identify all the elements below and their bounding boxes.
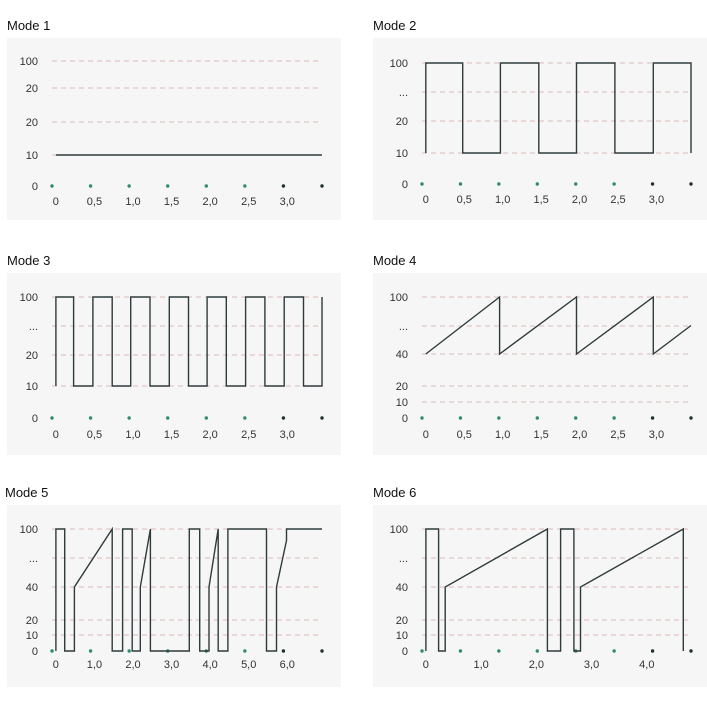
baseline-dot [89, 184, 92, 187]
x-tick-label: 0,5 [456, 429, 472, 441]
baseline-dot [243, 416, 246, 419]
y-tick-label: ... [398, 321, 408, 333]
baseline-dot [536, 649, 539, 652]
baseline-dot [243, 184, 246, 187]
x-tick-label: 0 [52, 196, 59, 208]
y-tick-label: 20 [25, 117, 38, 129]
baseline-dot [574, 182, 577, 185]
x-tick-label: 2,5 [610, 194, 626, 206]
y-tick-label: 100 [389, 292, 408, 304]
baseline-dot [497, 416, 500, 419]
baseline-dot [205, 184, 208, 187]
plot-background [7, 273, 341, 455]
chart-panel-mode-6 [373, 485, 707, 687]
panel-title: Mode 4 [373, 253, 417, 268]
y-tick-label: 20 [25, 83, 38, 95]
baseline-dot [651, 416, 654, 419]
baseline-dot [205, 416, 208, 419]
y-tick-label: 0 [31, 413, 38, 425]
y-tick-label: 0 [401, 413, 408, 425]
baseline-dot [459, 649, 462, 652]
baseline-dot [127, 184, 130, 187]
baseline-dot [282, 184, 285, 187]
x-tick-label: 2,0 [571, 429, 588, 441]
x-tick-label: 1,5 [533, 429, 549, 441]
x-tick-label: 4,0 [639, 659, 655, 671]
baseline-dot [89, 416, 92, 419]
panel-title: Mode 2 [373, 18, 417, 33]
y-tick-label: 40 [395, 582, 408, 594]
x-tick-label: 1,0 [473, 659, 489, 671]
panel-title: Mode 1 [7, 18, 51, 33]
x-tick-label: 3,0 [279, 196, 295, 208]
baseline-dot [689, 649, 692, 652]
baseline-dot [497, 182, 500, 185]
x-tick-label: 2,0 [202, 196, 218, 208]
baseline-dot [89, 649, 92, 652]
baseline-dot [536, 182, 539, 185]
y-tick-label: 0 [401, 646, 408, 658]
x-tick-label: 2,5 [241, 196, 257, 208]
baseline-dot [127, 649, 130, 652]
x-tick-label: 6,0 [279, 659, 295, 671]
x-tick-label: 0,5 [86, 429, 103, 441]
x-tick-label: 2,5 [610, 429, 626, 441]
x-tick-label: 1,5 [533, 194, 549, 206]
chart-panel-mode-5 [5, 485, 341, 687]
y-tick-label: 10 [395, 630, 408, 642]
x-tick-label: 0 [422, 429, 429, 441]
x-tick-label: 2,0 [202, 429, 218, 441]
x-tick-label: 2,0 [125, 659, 141, 671]
x-tick-label: 1,0 [125, 429, 141, 441]
x-tick-label: 1,0 [125, 196, 141, 208]
y-tick-label: 40 [25, 582, 38, 594]
baseline-dot [243, 649, 246, 652]
baseline-dot [689, 416, 692, 419]
y-tick-label: ... [28, 553, 38, 565]
y-tick-label: 100 [19, 524, 38, 536]
x-tick-label: 3,0 [279, 429, 295, 441]
y-tick-label: 20 [395, 116, 408, 128]
baseline-dot [127, 416, 130, 419]
y-tick-label: 40 [395, 349, 408, 361]
y-tick-label: ... [398, 553, 408, 565]
baseline-dot [459, 416, 462, 419]
y-tick-label: 20 [395, 381, 408, 393]
x-tick-label: 1,5 [163, 196, 180, 208]
chart-panel-mode-4 [373, 253, 707, 455]
y-tick-label: 10 [25, 381, 38, 393]
plot-background [7, 38, 341, 220]
baseline-dot [459, 182, 462, 185]
y-tick-label: 10 [25, 150, 38, 162]
baseline-dot [689, 182, 692, 185]
x-tick-label: 4,0 [202, 659, 218, 671]
baseline-dot [420, 416, 423, 419]
baseline-dot [612, 416, 615, 419]
y-tick-label: 20 [25, 615, 38, 627]
x-tick-label: 1,0 [86, 659, 103, 671]
x-tick-label: 3,0 [163, 659, 180, 671]
y-tick-label: 100 [19, 56, 38, 68]
plot-background [373, 38, 707, 220]
baseline-dot [282, 416, 285, 419]
baseline-dot [50, 184, 53, 187]
x-tick-label: 0 [422, 194, 429, 206]
baseline-dot [612, 182, 615, 185]
baseline-dot [536, 416, 539, 419]
y-tick-label: 100 [389, 524, 408, 536]
y-tick-label: 100 [389, 58, 408, 70]
chart-panel-mode-3 [7, 253, 341, 455]
y-tick-label: ... [28, 321, 38, 333]
baseline-dot [497, 649, 500, 652]
baseline-dot [320, 184, 323, 187]
x-tick-label: 2,5 [241, 429, 257, 441]
baseline-dot [320, 649, 323, 652]
baseline-dot [420, 649, 423, 652]
x-tick-label: 1,0 [495, 429, 511, 441]
baseline-dot [282, 649, 285, 652]
x-tick-label: 1,0 [495, 194, 511, 206]
y-tick-label: 10 [395, 148, 408, 160]
panel-title: Mode 5 [5, 485, 49, 500]
x-tick-label: 3,0 [648, 194, 665, 206]
y-tick-label: 20 [395, 615, 408, 627]
y-tick-label: 10 [25, 630, 38, 642]
baseline-dot [574, 416, 577, 419]
x-tick-label: 0 [422, 659, 429, 671]
x-tick-label: 3,0 [583, 659, 600, 671]
y-tick-label: 0 [31, 181, 38, 193]
plot-background [373, 273, 707, 455]
y-tick-label: 0 [31, 646, 38, 658]
x-tick-label: 5,0 [241, 659, 257, 671]
x-tick-label: 2,0 [571, 194, 588, 206]
y-tick-label: 100 [19, 292, 38, 304]
baseline-dot [50, 649, 53, 652]
panel-title: Mode 3 [7, 253, 51, 268]
x-tick-label: 0,5 [86, 196, 103, 208]
chart-panel-mode-1 [7, 18, 341, 220]
baseline-dot [166, 184, 169, 187]
baseline-dot [651, 649, 654, 652]
baseline-dot [320, 416, 323, 419]
x-tick-label: 1,5 [163, 429, 180, 441]
baseline-dot [420, 182, 423, 185]
baseline-dot [651, 182, 654, 185]
baseline-dot [612, 649, 615, 652]
baseline-dot [50, 416, 53, 419]
y-tick-label: 10 [395, 397, 408, 409]
x-tick-label: 0 [52, 429, 59, 441]
x-tick-label: 2,0 [528, 659, 544, 671]
y-tick-label: 20 [25, 350, 38, 362]
y-tick-label: 0 [401, 179, 408, 191]
chart-panel-mode-2 [373, 18, 707, 220]
x-tick-label: 0,5 [456, 194, 472, 206]
x-tick-label: 0 [52, 659, 59, 671]
baseline-dot [166, 416, 169, 419]
y-tick-label: ... [398, 87, 408, 99]
panel-title: Mode 6 [373, 485, 417, 500]
x-tick-label: 3,0 [648, 429, 665, 441]
